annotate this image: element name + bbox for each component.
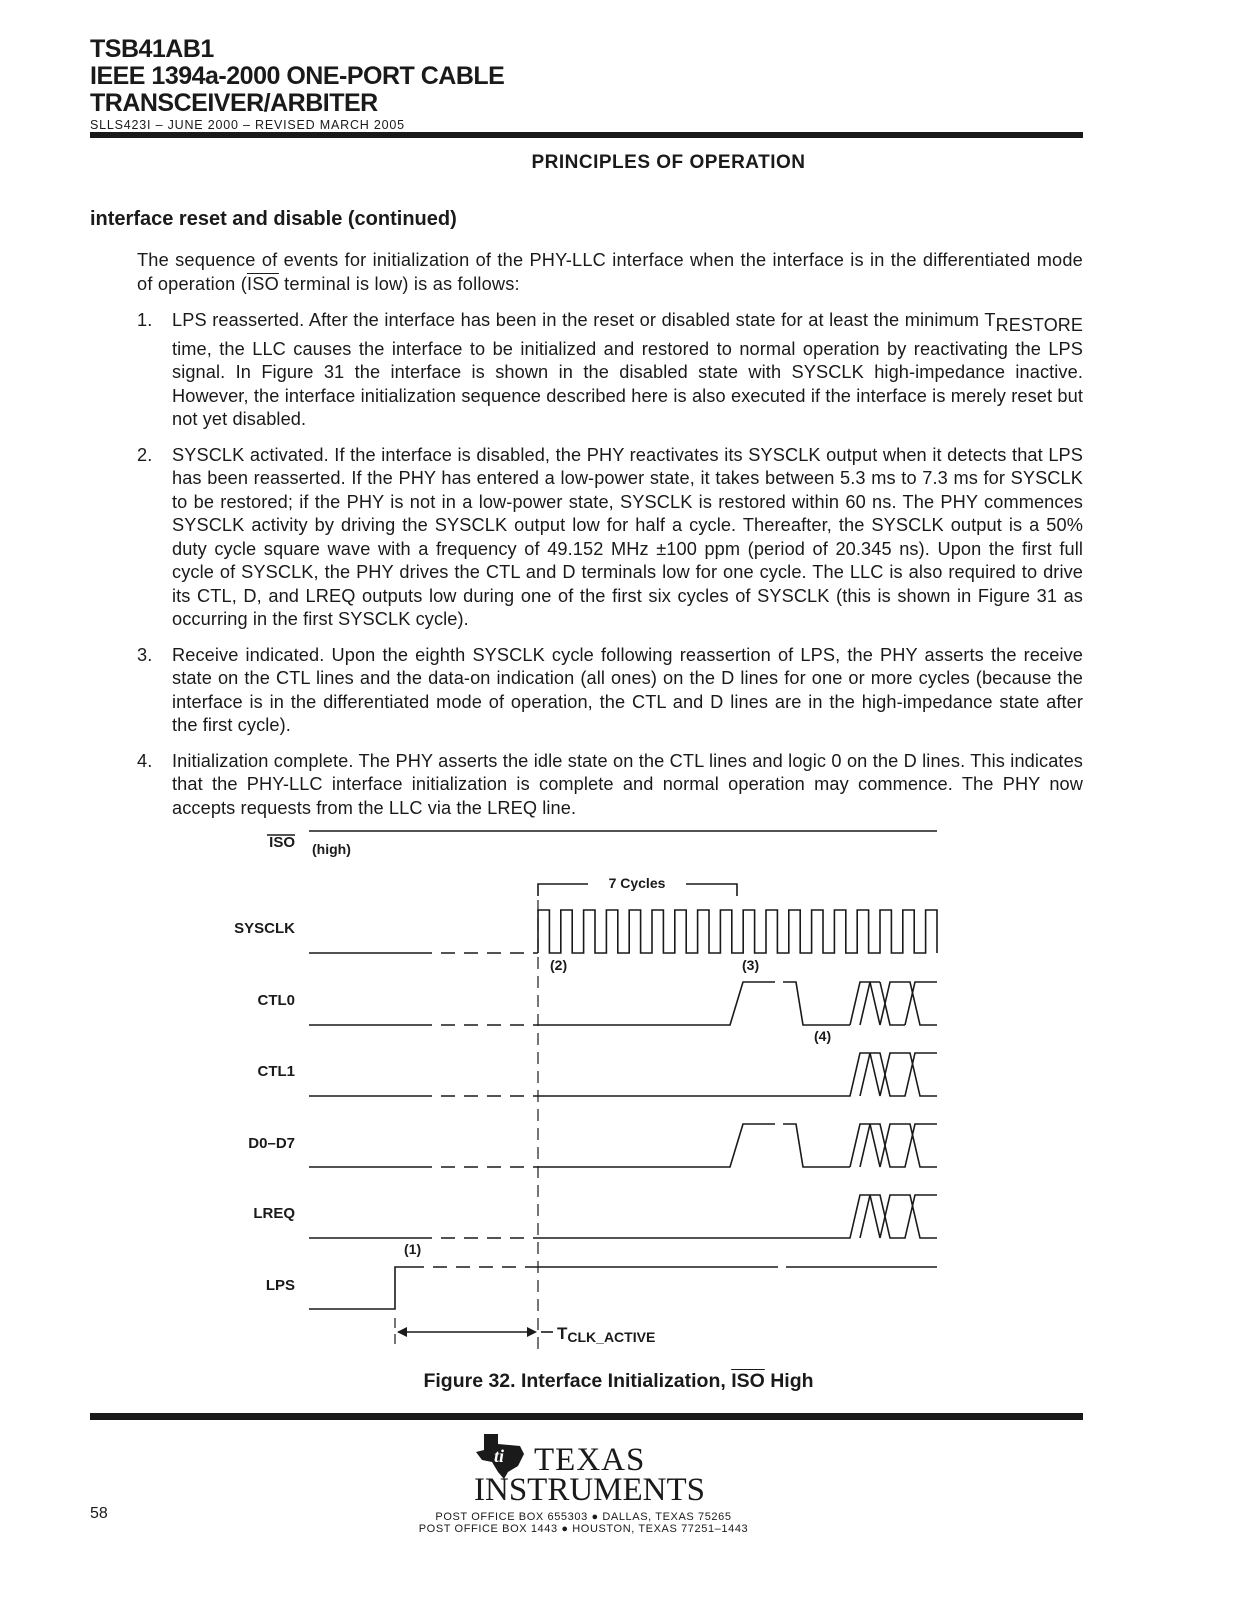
seven-cycles-bracket — [538, 875, 737, 896]
caption-iso-term: $\overline{ISO}$ — [731, 1370, 765, 1392]
product-title-line2: TRANSCEIVER/ARBITER — [90, 89, 378, 117]
signal-label-ctl1: CTL1 — [257, 1063, 295, 1080]
list-item-number: 4. — [137, 750, 153, 771]
product-title-line1: IEEE 1394a-2000 ONE-PORT CABLE — [90, 62, 505, 90]
step4-text: Initialization complete. The PHY asserts the idle state on the CTL lines and logic 0 on the D lines. This indicates that the PHY-LLC interface initialization is complete and normal operation may commence. The PHY now accepts requests from the LLC via the LREQ line. — [172, 750, 1083, 818]
tclk-active-label: TCLK_ACTIVE — [557, 1324, 656, 1345]
intro-text-after: terminal is low) is as follows: — [278, 273, 520, 294]
lps-waveform — [309, 1267, 937, 1309]
signal-label-iso: ISO — [269, 834, 295, 851]
step1-subscript: RESTORE — [995, 315, 1083, 335]
logo-word-texas: TEXAS — [534, 1442, 646, 1478]
address-line-1: POST OFFICE BOX 655303 ● DALLAS, TEXAS 75265 — [435, 1511, 732, 1523]
ctl1-waveform — [309, 1053, 937, 1096]
ti-logo — [472, 1432, 706, 1512]
part-number: TSB41AB1 — [90, 35, 214, 63]
signal-label-lreq: LREQ — [253, 1205, 295, 1222]
document-id: SLLS423I – JUNE 2000 – REVISED MARCH 2005 — [90, 118, 405, 132]
intro-iso-term: $\overline{ISO}$ — [246, 273, 279, 294]
marker-1: (1) — [404, 1241, 422, 1257]
step3-text: Receive indicated. Upon the eighth SYSCLK cycle following reassertion of LPS, the PHY asserts the receive state on the CTL lines and the data-on indication (all ones) on the D lines for one or more cycles (because the interface is in the differentiated mode of operation, the CTL and D lines are in the high-impedance state after the first cycle). — [172, 644, 1083, 735]
ctl0-waveform — [309, 982, 937, 1025]
footer-rule — [90, 1413, 1083, 1420]
tclk-active-arrow — [397, 1327, 553, 1337]
step2-text: SYSCLK activated. If the interface is disabled, the PHY reactivates its SYSCLK output when it detects that LPS has been reasserted. If the PHY has entered a low-power state, it takes between 5.3 ms to 7.3 ms for SYSCLK to be restored; if the PHY is not in a low-power state, SYSCLK is restored within 60 ns. The PHY commences SYSCLK activity by driving the SYSCLK output low for half a cycle. Thereafter, the SYSCLK output is a 50% duty cycle square wave with a frequency of 49.152 MHz ±100 ppm (period of 20.345 ns). Upon the first full cycle of SYSCLK, the PHY drives the CTL and D terminals low for one cycle. The LLC is also required to drive its CTL, D, and LREQ outputs low during one of the first six cycles of SYSCLK (this is shown in Figure 31 as occurring in the first SYSCLK cycle). — [172, 444, 1083, 629]
section-title: PRINCIPLES OF OPERATION — [531, 152, 806, 173]
caption-text-pre: Figure 32. Interface Initialization, — [423, 1370, 732, 1392]
lreq-waveform — [309, 1195, 937, 1238]
subsection-heading: interface reset and disable (continued) — [90, 208, 457, 230]
address-line-2: POST OFFICE BOX 1443 ● HOUSTON, TEXAS 77251–1443 — [418, 1523, 749, 1535]
marker-4: (4) — [814, 1028, 832, 1044]
signal-label-d0-d7: D0–D7 — [248, 1135, 295, 1152]
logo-word-instruments: INSTRUMENTS — [474, 1472, 706, 1508]
step1-text-pre: LPS reasserted. After the interface has been in the reset or disabled state for at least the minimum T — [172, 310, 996, 330]
figure-caption — [0, 1370, 1237, 1393]
list-item-number: 3. — [137, 644, 153, 665]
d0-d7-waveform — [309, 1124, 937, 1167]
signal-label-sysclk: SYSCLK — [234, 920, 295, 937]
marker-3: (3) — [742, 957, 760, 973]
list-item-number: 2. — [137, 444, 153, 465]
step1-text-post: time, the LLC causes the interface to be initialized and restored to normal operation by reactivating the LPS signal. In Figure 31 the interface is shown in the disabled state with SYSCLK high-impedance inactive. However, the interface initialization sequence described here is also executed if the interface is merely reset but not yet disabled. — [172, 338, 1083, 429]
signal-label-ctl0: CTL0 — [257, 992, 295, 1009]
svg-text:ti: ti — [494, 1446, 505, 1466]
caption-text-post: High — [764, 1370, 814, 1392]
signal-label-lps: LPS — [265, 1277, 295, 1294]
list-item-number: 1. — [137, 310, 153, 330]
page-number: 58 — [90, 1505, 108, 1522]
cycles-label: 7 Cycles — [608, 875, 666, 891]
marker-2: (2) — [550, 957, 568, 973]
iso-state-label: (high) — [312, 841, 351, 857]
sysclk-waveform — [309, 910, 937, 953]
intro-text-before: The sequence of events for initialization of the PHY-LLC interface when the interface is in the differentiated mode of operation ( — [137, 250, 1083, 294]
